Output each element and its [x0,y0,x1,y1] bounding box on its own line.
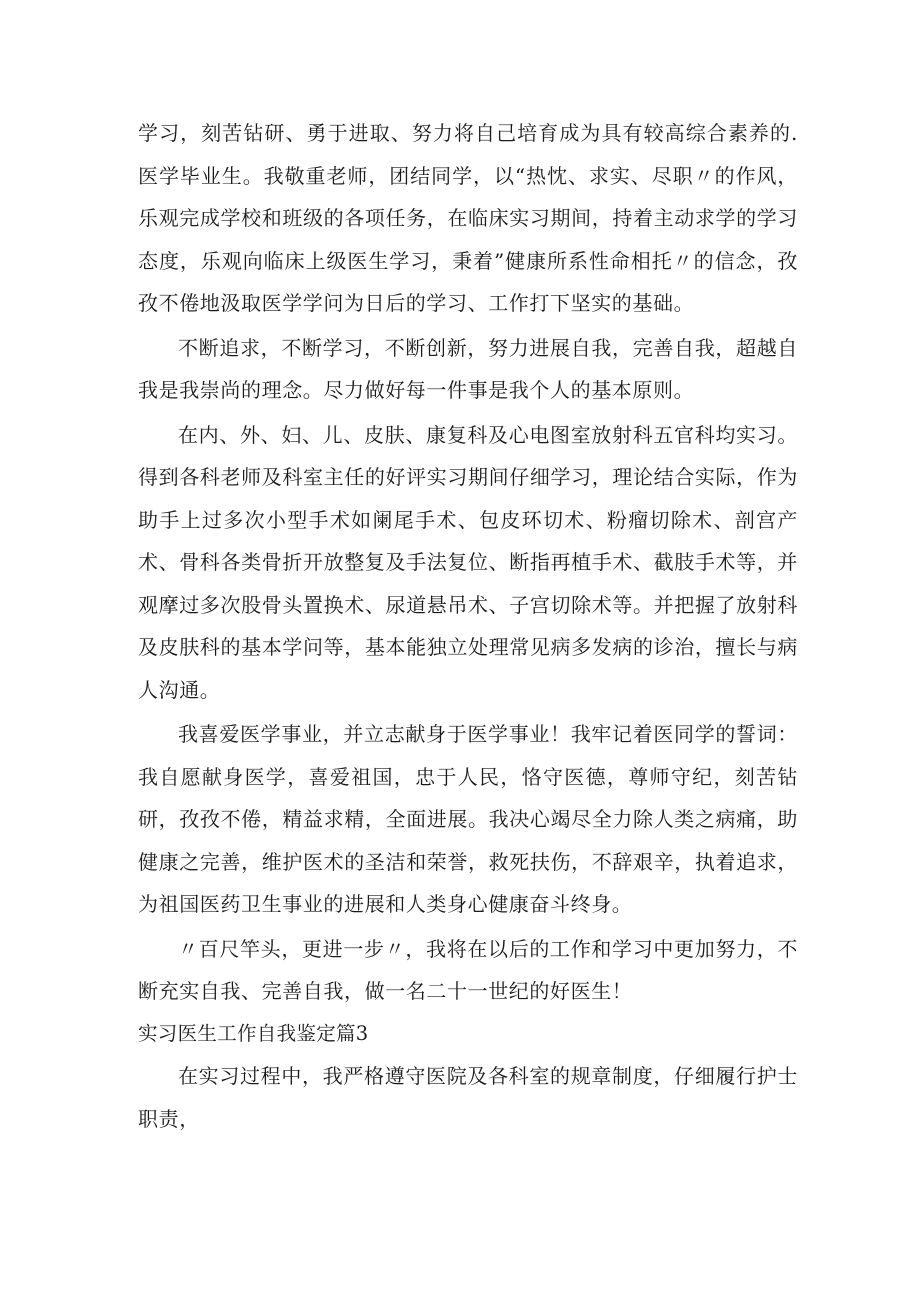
paragraph-oath: 我喜爱医学事业，并立志献身于医学事业！我牢记着医同学的誓词：我自愿献身医学，喜爱祖国，忠于人民，恪守医德，尊师守纪，刻苦钻研，孜孜不倦，精益求精，全面进展。我决心竭尽全力除人类之病痛，助健康之完善，维护医术的圣洁和荣誉，救死扶伤，不辞艰辛，执着追求，为祖国医药卫生事业的进展和人类身心健康奋斗终身。 [138,722,798,916]
section-heading: 实习医生工作自我鉴定篇3 [138,1021,369,1045]
paragraph-philosophy: 不断追求，不断学习，不断创新，努力进展自我，完善自我，超越自我是我崇尚的理念。尽力做好每一件事是我个人的基本原则。 [138,335,798,402]
paragraph-section3-start: 在实习过程中，我严格遵守医院及各科室的规章制度，仔细履行护士职责， [138,1064,798,1131]
paragraph-continuation: 学习，刻苦钻研、勇于进取、努力将自己培育成为具有较高综合素养的.医学毕业生。我敬重老师，团结同学，以“热忱、求实、尽职〃的作风，乐观完成学校和班级的各项任务，在临床实习期间，持着主动求学的学习态度，乐观向临床上级医生学习，秉着”健康所系性命相托〃的信念，孜孜不倦地汲取医学学问为日后的学习、工作打下坚实的基础。 [138,121,798,315]
paragraph-internship-departments: 在内、外、妇、儿、皮肤、康复科及心电图室放射科五官科均实习。得到各科老师及科室主任的好评实习期间仔细学习，理论结合实际，作为助手上过多次小型手术如阑尾手术、包皮环切术、粉瘤切除术、剖宫产术、骨科各类骨折开放整复及手法复位、断指再植手术、截肢手术等，并观摩过多次股骨头置换术、尿道悬吊术、子宫切除术等。并把握了放射科及皮肤科的基本学问等，基本能独立处理常见病多发病的诊治，擅长与病人沟通。 [138,422,798,702]
paragraph-closing: 〃百尺竿头，更进一步〃，我将在以后的工作和学习中更加努力，不断充实自我、完善自我，做一名二十一世纪的好医生！ [138,936,798,1003]
document-page [138,112,798,1140]
